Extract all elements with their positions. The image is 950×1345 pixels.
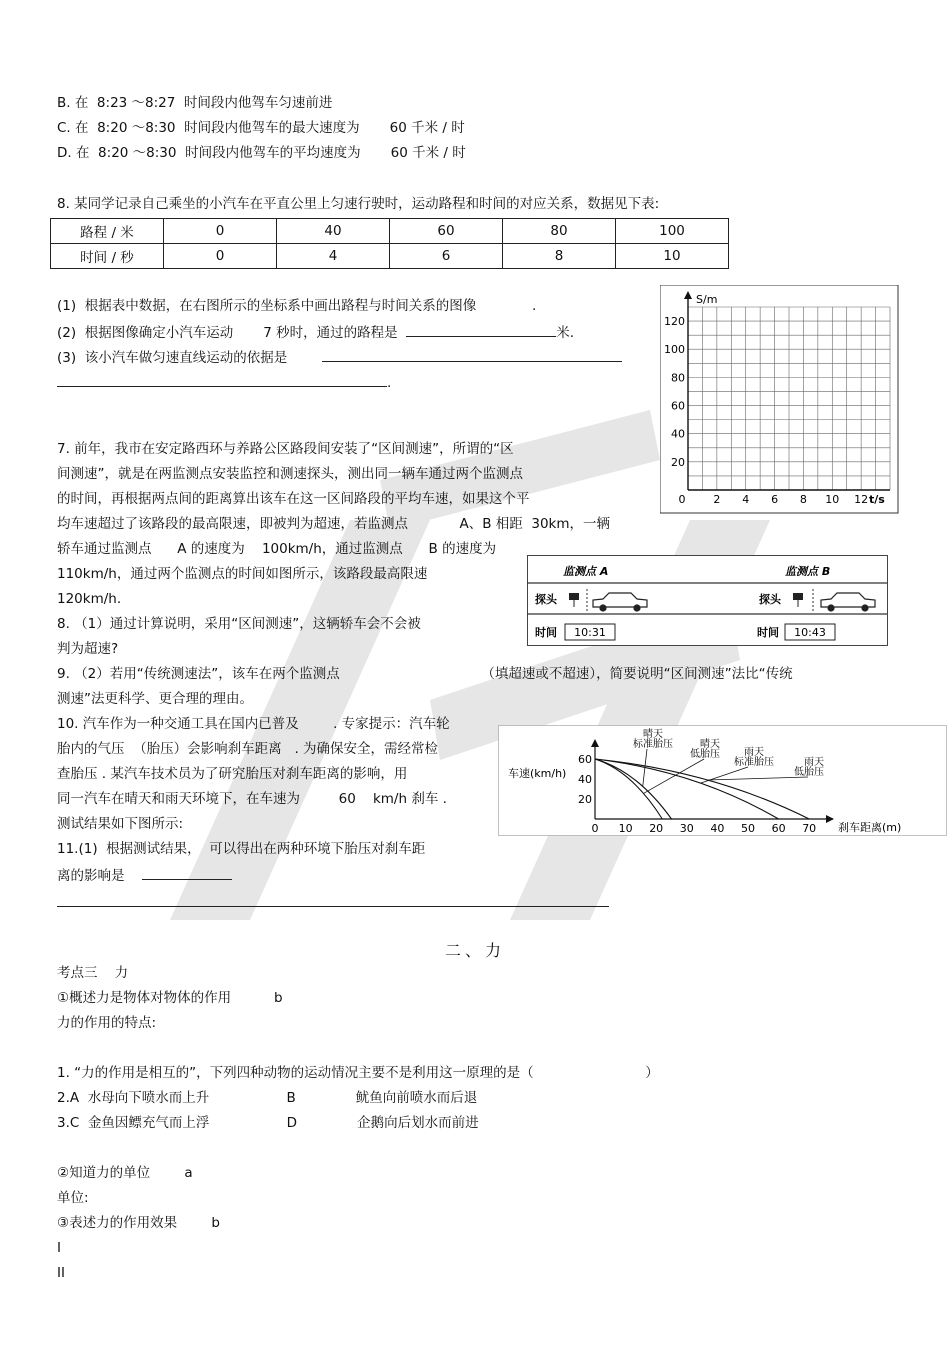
q9-line: 测速”法更科学、更合理的理由。 xyxy=(57,691,253,707)
x-axis-label: 刹车距离(m) xyxy=(838,821,902,834)
table-cell: 100 xyxy=(616,219,729,244)
x-tick-label: 30 xyxy=(679,822,694,835)
y-tick-label: 120 xyxy=(664,315,685,329)
table-cell: 0 xyxy=(164,219,277,244)
answer-blank[interactable] xyxy=(322,347,622,362)
y-axis-label: S/m xyxy=(696,293,718,306)
brake-distance-chart xyxy=(498,725,948,837)
curve-label: 标准胎压 xyxy=(633,739,673,750)
q10-line: 测试结果如下图所示: xyxy=(57,816,184,832)
q7-line: 间测速”，就是在两监测点安装监控和测速探头，测出同一辆车通过两个监测点 xyxy=(57,466,523,482)
q8-intro: 8. 某同学记录自己乘坐的小汽车在平直公里上匀速行驶时，运动路程和时间的对应关系，数据见下表: xyxy=(57,196,660,212)
table-cell: 10 xyxy=(616,244,729,269)
option-b: B. 在 8:23 ～8:27 时间段内他驾车匀速前进 xyxy=(57,95,333,111)
q10-line: 10. 汽车作为一种交通工具在国内已普及 . 专家提示：汽车轮 xyxy=(57,716,450,732)
monitor-point-a: 监测点 A xyxy=(563,565,609,578)
objective-2: ②知道力的单位 a xyxy=(57,1165,193,1181)
table-row xyxy=(51,244,729,269)
x-axis-label: t/s xyxy=(869,493,885,506)
table-cell: 路程 / 米 xyxy=(51,219,164,244)
y-tick-label: 60 xyxy=(671,399,685,413)
answer-line xyxy=(57,906,609,907)
probe-label-b: 探头 xyxy=(759,593,781,606)
q11-line: 离的影响是 xyxy=(57,865,232,885)
grid-frame xyxy=(660,285,898,513)
x-tick-label: 0 xyxy=(591,822,599,835)
curve-label: 低胎压 xyxy=(690,749,720,760)
table-cell: 40 xyxy=(277,219,390,244)
y-tick-label: 20 xyxy=(671,455,685,469)
x-tick-label: 0 xyxy=(678,493,686,506)
roman-two: II xyxy=(57,1265,65,1281)
q11-line: 11.(1) 根据测试结果， 可以得出在两种环境下胎压对刹车距 xyxy=(57,841,426,857)
x-tick-label: 70 xyxy=(802,822,817,835)
unit-label: 单位: xyxy=(57,1190,89,1206)
y-tick-label: 40 xyxy=(671,427,685,441)
question-1: 1. “力的作用是相互的”，下列四种动物的运动情况主要不是利用这一原理的是（ ） xyxy=(57,1065,659,1081)
table-cell: 6 xyxy=(390,244,503,269)
q8-sub1: (1) 根据表中数据，在右图所示的坐标系中画出路程与时间关系的图像 . xyxy=(57,298,537,314)
table-cell: 8 xyxy=(503,244,616,269)
q10-line: 同一汽车在晴天和雨天环境下，在车速为 60 km/h 刹车 . xyxy=(57,791,447,807)
time-label-b: 时间 xyxy=(757,626,779,639)
answer-blank[interactable] xyxy=(57,372,387,387)
answer-blank[interactable] xyxy=(142,865,232,880)
x-tick-label: 8 xyxy=(799,493,807,506)
q10-line: 胎内的气压 （胎压）会影响刹车距离 . 为确保安全，需经常检 xyxy=(57,741,439,757)
x-tick-label: 50 xyxy=(741,822,755,835)
curve-label: 晴天 xyxy=(700,739,720,750)
time-label-a: 时间 xyxy=(535,626,557,639)
curve-label: 雨天 xyxy=(804,757,824,768)
curve-label: 雨天 xyxy=(744,747,764,758)
objective-3: ③表述力的作用效果 b xyxy=(57,1215,221,1231)
q8-sub2: (2) 根据图像确定小汽车运动 7 秒时，通过的路程是 米. xyxy=(57,322,574,342)
section-title: 二、力 xyxy=(444,941,505,960)
y-tick-label: 40 xyxy=(578,773,592,786)
y-axis-label: 车速(km/h) xyxy=(508,767,567,780)
time-value-a: 10:31 xyxy=(574,626,606,639)
q8-1-line: 判为超速? xyxy=(57,641,119,657)
time-value-b: 10:43 xyxy=(794,626,826,639)
distance-time-table xyxy=(50,218,729,269)
q7-line: 7. 前年，我市在安定路西环与养路公区路段间安装了“区间测速”，所谓的“区 xyxy=(57,441,514,457)
y-axis-arrow xyxy=(684,291,692,299)
x-tick-label: 6 xyxy=(771,493,779,506)
y-tick-label: 100 xyxy=(664,343,685,357)
curve-label: 晴天 xyxy=(643,729,663,740)
q9-line: 9. （2）若用“传统测速法”，该车在两个监测点 （填超速或不超速），简要说明“区间测速”法比“传统 xyxy=(57,666,793,682)
x-tick-label: 10 xyxy=(618,822,633,835)
q8-1-line: 8. （1）通过计算说明，采用“区间测速”，这辆轿车会不会被 xyxy=(57,616,421,632)
table-cell: 4 xyxy=(277,244,390,269)
y-tick-label: 60 xyxy=(578,753,592,766)
probe-label-a: 探头 xyxy=(535,593,557,606)
monitor-point-b: 监测点 B xyxy=(785,565,831,578)
q7-line: 110km/h，通过两个监测点的时间如图所示，该路段最高限速 xyxy=(57,566,428,582)
option-d: D. 在 8:20 ～8:30 时间段内他驾车的平均速度为 60 千米 / 时 xyxy=(57,145,466,161)
x-tick-label: 12 xyxy=(854,493,869,506)
q8-sub3-cont: . xyxy=(57,372,391,392)
q7-line: 的时间，再根据两点间的距离算出该车在这一区间路段的平均车速，如果这个平 xyxy=(57,491,530,507)
x-tick-label: 10 xyxy=(825,493,840,506)
x-tick-label: 60 xyxy=(771,822,786,835)
table-cell: 时间 / 秒 xyxy=(51,244,164,269)
feature-label: 力的作用的特点: xyxy=(57,1015,157,1031)
curve-label: 标准胎压 xyxy=(734,757,774,768)
table-cell: 60 xyxy=(390,219,503,244)
q7-line: 120km/h. xyxy=(57,591,122,607)
objective-1: ①概述力是物体对物体的作用 b xyxy=(57,990,283,1006)
q7-line: 轿车通过监测点 A 的速度为 100km/h，通过监测点 B 的速度为 xyxy=(57,541,497,557)
x-tick-label: 40 xyxy=(710,822,725,835)
q10-line: 查胎压 . 某汽车技术员为了研究胎压对刹车距离的影响，用 xyxy=(57,766,408,782)
curve-label: 低胎压 xyxy=(794,767,824,778)
table-row xyxy=(51,219,729,244)
kaodian-label: 考点三 力 xyxy=(57,965,129,981)
y-tick-label: 80 xyxy=(671,371,685,385)
question-option-cd: 3.C 金鱼因鳔充气而上浮 D 企鹅向后划水而前进 xyxy=(57,1115,479,1131)
answer-blank[interactable] xyxy=(406,322,556,337)
q8-sub3: (3) 该小汽车做匀速直线运动的依据是 xyxy=(57,347,622,367)
option-c: C. 在 8:20 ～8:30 时间段内他驾车的最大速度为 60 千米 / 时 xyxy=(57,120,465,136)
monitor-diagram xyxy=(527,555,889,647)
x-tick-label: 4 xyxy=(742,493,750,506)
table-cell: 80 xyxy=(503,219,616,244)
y-tick-label: 20 xyxy=(578,793,592,806)
roman-one: I xyxy=(57,1240,61,1256)
x-tick-label: 2 xyxy=(713,493,721,506)
distance-time-grid xyxy=(660,285,900,515)
x-tick-label: 20 xyxy=(649,822,664,835)
q7-line: 均车速超过了该路段的最高限速，即被判为超速，若监测点 A、B 相距 30km，一辆 xyxy=(57,516,611,532)
table-cell: 0 xyxy=(164,244,277,269)
question-option-ab: 2.A 水母向下喷水而上升 B 鱿鱼向前喷水而后退 xyxy=(57,1090,478,1106)
